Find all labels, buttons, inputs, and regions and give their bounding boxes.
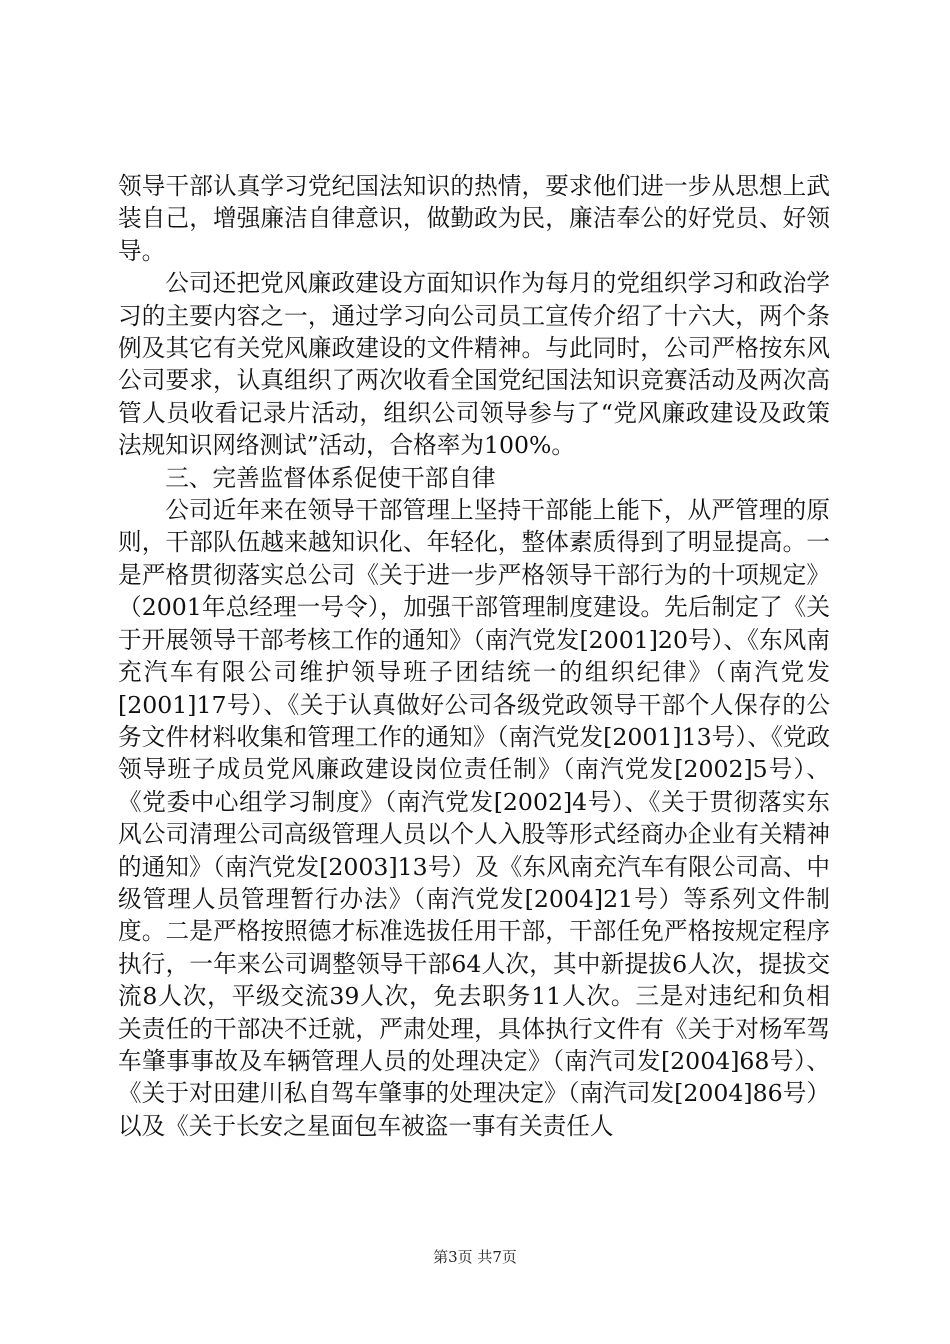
paragraph-continuation: 领导干部认真学习党纪国法知识的热情，要求他们进一步从思想上武装自己，增强廉洁自律意识，做勤政为民，廉洁奉公的好党员、好领导。 bbox=[118, 172, 830, 265]
page-number-footer: 第3页 共7页 bbox=[433, 1248, 517, 1266]
paragraph-study: 公司还把党风廉政建设方面知识作为每月的党组织学习和政治学习的主要内容之一，通过学习向公司员工宣传介绍了十六大，两个条例及其它有关党风廉政建设的文件精神。与此同时，公司严格按东风公司要求，认真组织了两次收看全国党纪国法知识竞赛活动及两次高管人员收看记录片活动，组织公司领导参与了“党风廉政建设及政策法规知识网络测试”活动，合格率为100%。 bbox=[118, 269, 830, 460]
body-text bbox=[118, 170, 830, 1142]
paragraph-supervision: 公司近年来在领导干部管理上坚持干部能上能下，从严管理的原则，干部队伍越来越知识化、年轻化，整体素质得到了明显提高。一是严格贯彻落实总公司《关于进一步严格领导干部行为的十项规定》（2001年总经理一号令），加强干部管理制度建设。先后制定了《关于开展领导干部考核工作的通知》（南汽党发[2001]20号）、《东风南充汽车有限公司维护领导班子团结统一的组织纪律》（南汽党发[2001]17号）、《关于认真做好公司各级党政领导干部个人保存的公务文件材料收集和管理工作的通知》（南汽党发[2001]13号）、《党政领导班子成员党风廉政建设岗位责任制》（南汽党发[2002]5号）、《党委中心组学习制度》（南汽党发[2002]4号）、《关于贯彻落实东风公司清理公司高级管理人员以个人入股等形式经商办企业有关精神的通知》（南汽党发[2003]13号）及《东风南充汽车有限公司高、中级管理人员管理暂行办法》（南汽党发[2004]21号）等系列文件制度。二是严格按照德才标准选拔任用干部，干部任免严格按规定程序执行，一年来公司调整领导干部64人次，其中新提拔6人次，提拔交流8人次，平级交流39人次，免去职务11人次。三是对违纪和负相关责任的干部决不迁就，严肃处理，具体执行文件有《关于对杨军驾车肇事事故及车辆管理人员的处理决定》（南汽司发[2004]68号）、《关于对田建川私自驾车肇事的处理决定》（南汽司发[2004]86号）以及《关于长安之星面包车被盗一事有关责任人 bbox=[118, 496, 830, 1140]
section-heading: 三、完善监督体系促使干部自律 bbox=[165, 463, 496, 492]
